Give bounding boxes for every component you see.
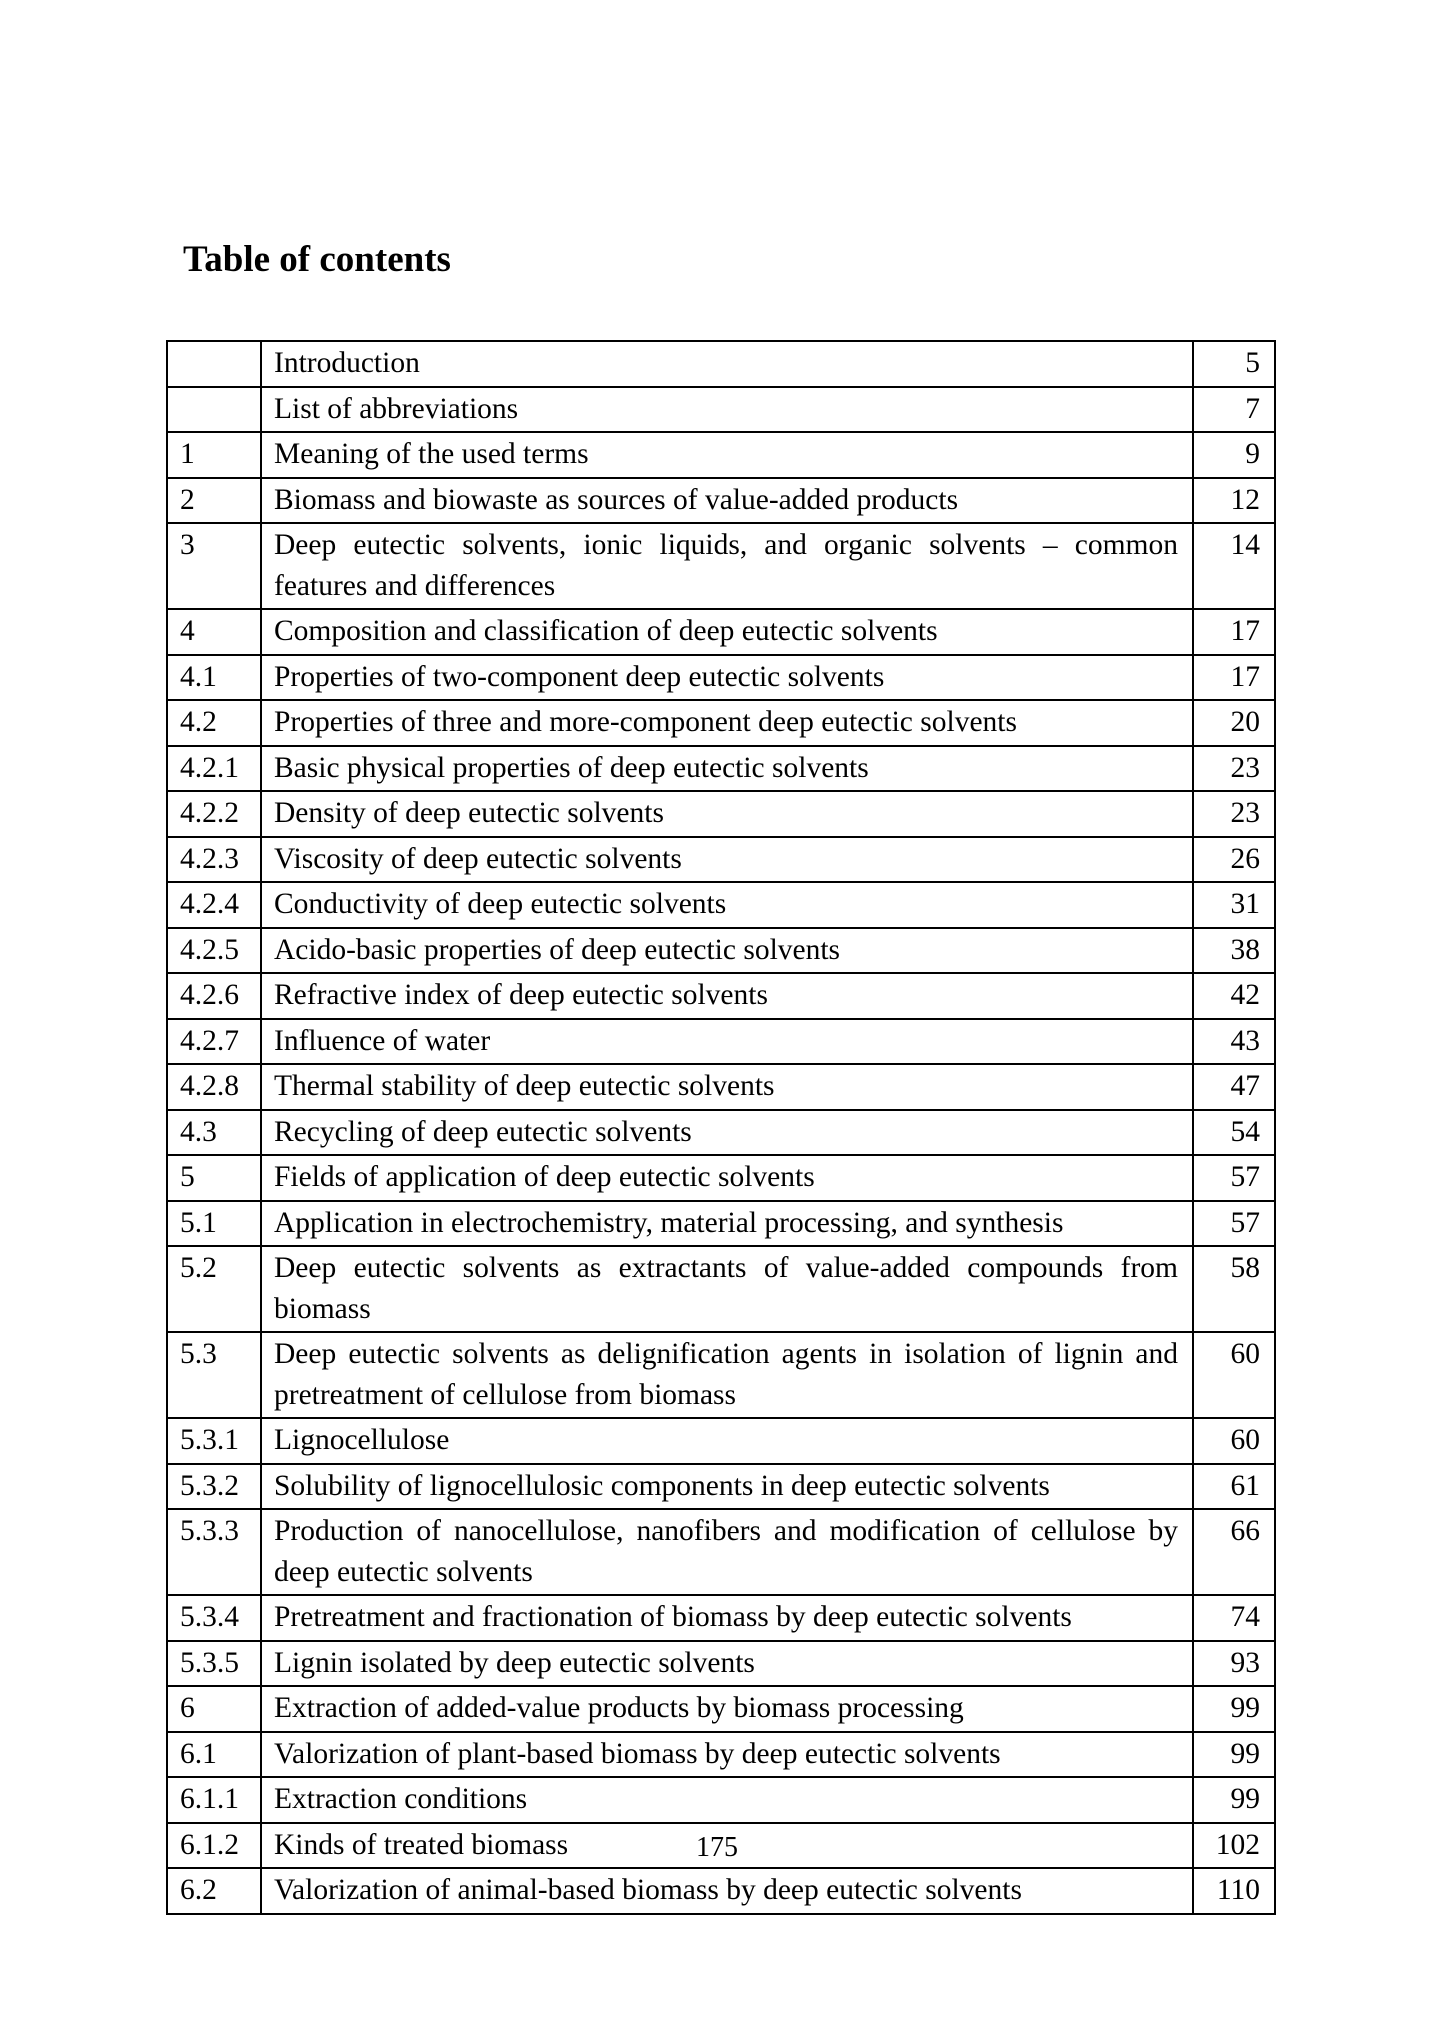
toc-section-number: 5.3 — [167, 1332, 261, 1418]
toc-section-title: Properties of two-component deep eutectic solvents — [261, 655, 1193, 701]
toc-row — [167, 973, 1275, 1019]
toc-page-number: 57 — [1193, 1155, 1275, 1201]
toc-row — [167, 1110, 1275, 1156]
toc-row — [167, 1509, 1275, 1595]
toc-page-number: 9 — [1193, 432, 1275, 478]
toc-row — [167, 432, 1275, 478]
toc-section-number: 4.3 — [167, 1110, 261, 1156]
toc-section-number: 5.3.2 — [167, 1464, 261, 1510]
toc-row — [167, 523, 1275, 609]
toc-section-number: 4.2 — [167, 700, 261, 746]
toc-section-title: Density of deep eutectic solvents — [261, 791, 1193, 837]
toc-section-title: Lignocellulose — [261, 1418, 1193, 1464]
toc-page-number: 99 — [1193, 1777, 1275, 1823]
toc-page-number: 5 — [1193, 341, 1275, 387]
toc-section-number: 5.3.1 — [167, 1418, 261, 1464]
toc-section-title: Composition and classification of deep eutectic solvents — [261, 609, 1193, 655]
toc-row — [167, 1155, 1275, 1201]
toc-section-title: Pretreatment and fractionation of biomass by deep eutectic solvents — [261, 1595, 1193, 1641]
toc-row — [167, 1201, 1275, 1247]
toc-section-number: 5.3.3 — [167, 1509, 261, 1595]
toc-row — [167, 341, 1275, 387]
toc-page-number: 7 — [1193, 387, 1275, 433]
toc-section-title: Deep eutectic solvents as extractants of value-added compounds from biomass — [261, 1246, 1193, 1332]
toc-row — [167, 609, 1275, 655]
toc-section-number: 4.2.7 — [167, 1019, 261, 1065]
toc-section-title: Viscosity of deep eutectic solvents — [261, 837, 1193, 883]
toc-section-title: Valorization of plant-based biomass by deep eutectic solvents — [261, 1732, 1193, 1778]
page-title: Table of contents — [183, 239, 451, 280]
toc-body — [167, 341, 1275, 1914]
toc-row — [167, 700, 1275, 746]
toc-section-title: Valorization of animal-based biomass by deep eutectic solvents — [261, 1868, 1193, 1914]
toc-row — [167, 1246, 1275, 1332]
toc-section-number: 5.3.5 — [167, 1641, 261, 1687]
toc-page-number: 74 — [1193, 1595, 1275, 1641]
toc-row — [167, 478, 1275, 524]
toc-section-number: 4.2.6 — [167, 973, 261, 1019]
toc-section-title: Introduction — [261, 341, 1193, 387]
toc-section-title: Deep eutectic solvents, ionic liquids, and organic solvents – common features and differences — [261, 523, 1193, 609]
toc-page-number: 17 — [1193, 609, 1275, 655]
toc-section-title: Fields of application of deep eutectic solvents — [261, 1155, 1193, 1201]
toc-page-number: 23 — [1193, 746, 1275, 792]
toc-section-number: 3 — [167, 523, 261, 609]
toc-page-number: 57 — [1193, 1201, 1275, 1247]
toc-row — [167, 1418, 1275, 1464]
toc-page-number: 17 — [1193, 655, 1275, 701]
toc-section-title: Application in electrochemistry, material processing, and synthesis — [261, 1201, 1193, 1247]
toc-section-number: 5.3.4 — [167, 1595, 261, 1641]
toc-section-number: 4.2.1 — [167, 746, 261, 792]
toc-row — [167, 1641, 1275, 1687]
toc-row — [167, 655, 1275, 701]
table-of-contents — [166, 340, 1276, 1915]
toc-section-number — [167, 387, 261, 433]
toc-section-title: Solubility of lignocellulosic components in deep eutectic solvents — [261, 1464, 1193, 1510]
toc-row — [167, 746, 1275, 792]
toc-section-number: 6.1 — [167, 1732, 261, 1778]
toc-section-number: 4.2.4 — [167, 882, 261, 928]
toc-page-number: 14 — [1193, 523, 1275, 609]
toc-section-number: 1 — [167, 432, 261, 478]
toc-page-number: 42 — [1193, 973, 1275, 1019]
toc-section-title: Kinds of treated biomass — [261, 1823, 1193, 1869]
toc-section-number: 2 — [167, 478, 261, 524]
toc-section-number: 4.2.5 — [167, 928, 261, 974]
toc-page-number: 26 — [1193, 837, 1275, 883]
toc-section-number: 5.2 — [167, 1246, 261, 1332]
toc-row — [167, 882, 1275, 928]
toc-page-number: 58 — [1193, 1246, 1275, 1332]
toc-row — [167, 1732, 1275, 1778]
toc-page-number: 60 — [1193, 1418, 1275, 1464]
toc-section-number: 6.1.1 — [167, 1777, 261, 1823]
toc-section-title: Biomass and biowaste as sources of value-added products — [261, 478, 1193, 524]
toc-row — [167, 837, 1275, 883]
toc-section-number: 4.2.3 — [167, 837, 261, 883]
toc-section-number: 6.1.2 — [167, 1823, 261, 1869]
toc-section-title: Properties of three and more-component deep eutectic solvents — [261, 700, 1193, 746]
toc-section-title: List of abbreviations — [261, 387, 1193, 433]
toc-page-number: 66 — [1193, 1509, 1275, 1595]
toc-page-number: 43 — [1193, 1019, 1275, 1065]
toc-row — [167, 791, 1275, 837]
toc-row — [167, 1464, 1275, 1510]
toc-row — [167, 1019, 1275, 1065]
toc-section-number: 5 — [167, 1155, 261, 1201]
toc-page-number: 12 — [1193, 478, 1275, 524]
toc-section-number: 5.1 — [167, 1201, 261, 1247]
toc-section-title: Production of nanocellulose, nanofibers and modification of cellulose by deep eutectic solvents — [261, 1509, 1193, 1595]
toc-section-title: Extraction conditions — [261, 1777, 1193, 1823]
toc-section-title: Basic physical properties of deep eutectic solvents — [261, 746, 1193, 792]
toc-section-number: 4.1 — [167, 655, 261, 701]
toc-page-number: 38 — [1193, 928, 1275, 974]
toc-page-number: 99 — [1193, 1686, 1275, 1732]
toc-page-number: 93 — [1193, 1641, 1275, 1687]
toc-section-number: 6 — [167, 1686, 261, 1732]
toc-section-title: Meaning of the used terms — [261, 432, 1193, 478]
toc-section-title: Recycling of deep eutectic solvents — [261, 1110, 1193, 1156]
toc-section-title: Acido-basic properties of deep eutectic solvents — [261, 928, 1193, 974]
toc-section-number — [167, 341, 261, 387]
toc-section-title: Deep eutectic solvents as delignification agents in isolation of lignin and pretreatment of cellulose from biomass — [261, 1332, 1193, 1418]
toc-row — [167, 1686, 1275, 1732]
toc-page-number: 110 — [1193, 1868, 1275, 1914]
toc-row — [167, 1332, 1275, 1418]
toc-section-title: Extraction of added-value products by biomass processing — [261, 1686, 1193, 1732]
toc-row — [167, 1868, 1275, 1914]
toc-section-title: Thermal stability of deep eutectic solvents — [261, 1064, 1193, 1110]
toc-section-number: 4 — [167, 609, 261, 655]
toc-page-number: 23 — [1193, 791, 1275, 837]
toc-page-number: 54 — [1193, 1110, 1275, 1156]
page-number: 175 — [696, 1832, 738, 1863]
toc-page-number: 102 — [1193, 1823, 1275, 1869]
toc-page-number: 31 — [1193, 882, 1275, 928]
toc-section-number: 4.2.8 — [167, 1064, 261, 1110]
toc-page-number: 99 — [1193, 1732, 1275, 1778]
toc-section-title: Conductivity of deep eutectic solvents — [261, 882, 1193, 928]
toc-row — [167, 1595, 1275, 1641]
toc-page-number: 60 — [1193, 1332, 1275, 1418]
toc-section-number: 4.2.2 — [167, 791, 261, 837]
toc-section-title: Influence of water — [261, 1019, 1193, 1065]
toc-section-title: Refractive index of deep eutectic solvents — [261, 973, 1193, 1019]
toc-page-number: 20 — [1193, 700, 1275, 746]
toc-section-title: Lignin isolated by deep eutectic solvents — [261, 1641, 1193, 1687]
toc-row — [167, 1064, 1275, 1110]
toc-section-number: 6.2 — [167, 1868, 261, 1914]
toc-row — [167, 387, 1275, 433]
toc-row — [167, 928, 1275, 974]
toc-page-number: 47 — [1193, 1064, 1275, 1110]
toc-page-number: 61 — [1193, 1464, 1275, 1510]
toc-row — [167, 1777, 1275, 1823]
